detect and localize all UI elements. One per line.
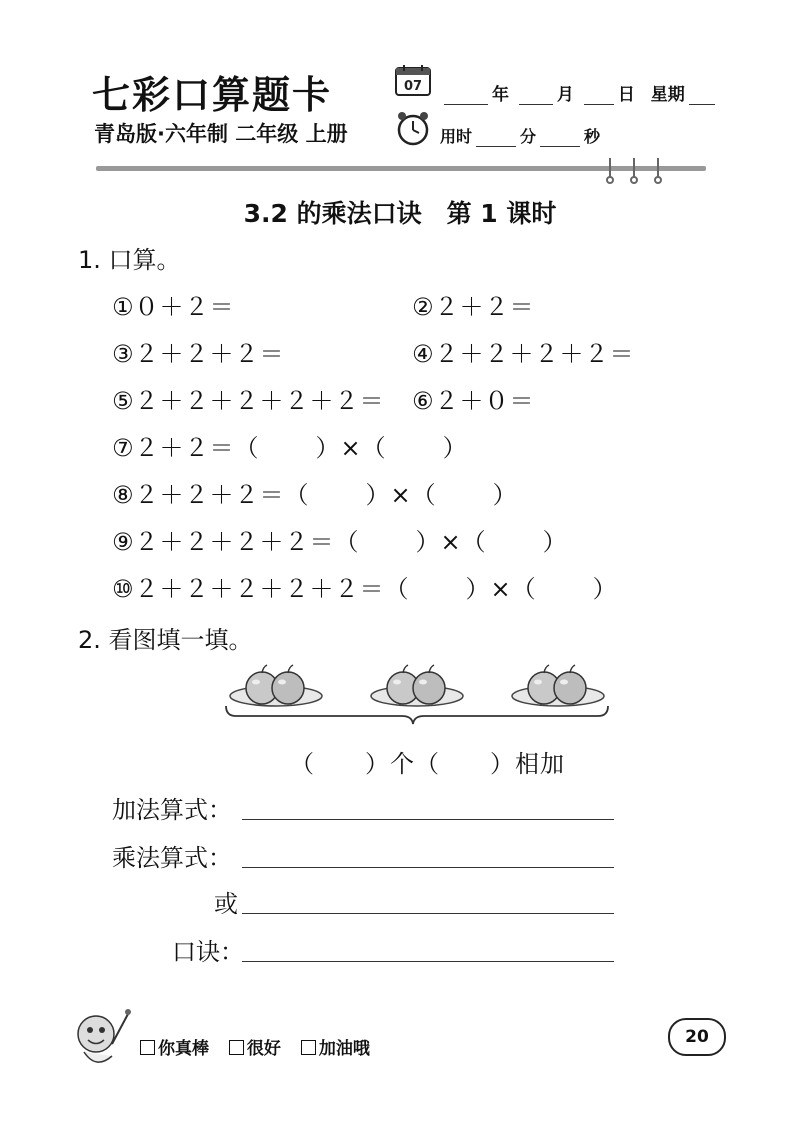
problem-1: ①０＋２＝ [112, 293, 235, 321]
addition-label: 加法算式： [112, 796, 232, 824]
problem-7: ⑦２＋２＝（ ）×（ ） [112, 434, 468, 462]
binder-pins-decoration [604, 156, 674, 184]
month-label: 月 [556, 85, 574, 105]
problem-6: ⑥２＋０＝ [412, 387, 535, 415]
section-2-title: 2. 看图填一填。 [78, 626, 253, 654]
mascot-illustration [72, 1004, 134, 1070]
second-label: 秒 [584, 127, 601, 146]
option-great: 你真棒 [158, 1039, 209, 1059]
rhyme-label: 口诀： [172, 938, 244, 966]
multiplication-answer-line[interactable] [242, 866, 614, 868]
alarm-clock-icon [396, 110, 430, 146]
calendar-icon [395, 64, 431, 96]
apple-plate-2 [371, 665, 463, 706]
brand-title: 七彩口算题卡 [92, 72, 333, 117]
problem-10: ⑩２＋２＋２＋２＋２＝（ ）×（ ） [112, 575, 618, 603]
multiplication-alt-answer-line[interactable] [242, 912, 614, 914]
problem-8: ⑧２＋２＋２＝（ ）×（ ） [112, 481, 518, 509]
option-keep-going: 加油哦 [318, 1039, 370, 1059]
brace-fill-text: （ ）个（ ）相加 [290, 750, 565, 778]
rhyme-answer-line[interactable] [242, 960, 614, 962]
lesson-title: 3.2 的乘法口诀 第 1 课时 [243, 199, 557, 228]
problem-5: ⑤２＋２＋２＋２＋２＝ [112, 387, 385, 415]
apple-plate-3 [512, 665, 604, 706]
checkbox-good[interactable] [229, 1040, 244, 1055]
page-number: 20 [668, 1018, 726, 1056]
addition-answer-line[interactable] [242, 818, 614, 820]
weekday-label: 星期 [650, 85, 685, 105]
self-assessment [140, 1034, 370, 1059]
problem-2: ②２＋２＝ [412, 293, 535, 321]
date-line [440, 80, 719, 105]
calendar-number: 07 [403, 79, 423, 94]
book-subtitle: 青岛版·六年制 二年级 上册 [94, 122, 348, 146]
problem-9: ⑨２＋２＋２＋２＝（ ）×（ ） [112, 528, 568, 556]
apple-plate-1 [230, 665, 322, 706]
year-label: 年 [492, 85, 509, 105]
checkbox-keep-going[interactable] [301, 1040, 316, 1055]
or-label: 或 [214, 890, 238, 918]
problem-3: ③２＋２＋２＝ [112, 340, 285, 368]
multiplication-label: 乘法算式： [112, 844, 232, 872]
day-label: 日 [617, 85, 635, 105]
apple-plates-illustration [222, 656, 612, 726]
checkbox-great[interactable] [140, 1040, 155, 1055]
minute-label: 分 [520, 127, 537, 146]
option-good: 很好 [246, 1039, 281, 1059]
problem-4: ④２＋２＋２＋２＝ [412, 340, 635, 368]
time-used-line [440, 124, 600, 147]
section-1-title: 1. 口算。 [78, 246, 181, 274]
time-used-label: 用时 [440, 127, 473, 146]
curly-brace [226, 706, 608, 724]
